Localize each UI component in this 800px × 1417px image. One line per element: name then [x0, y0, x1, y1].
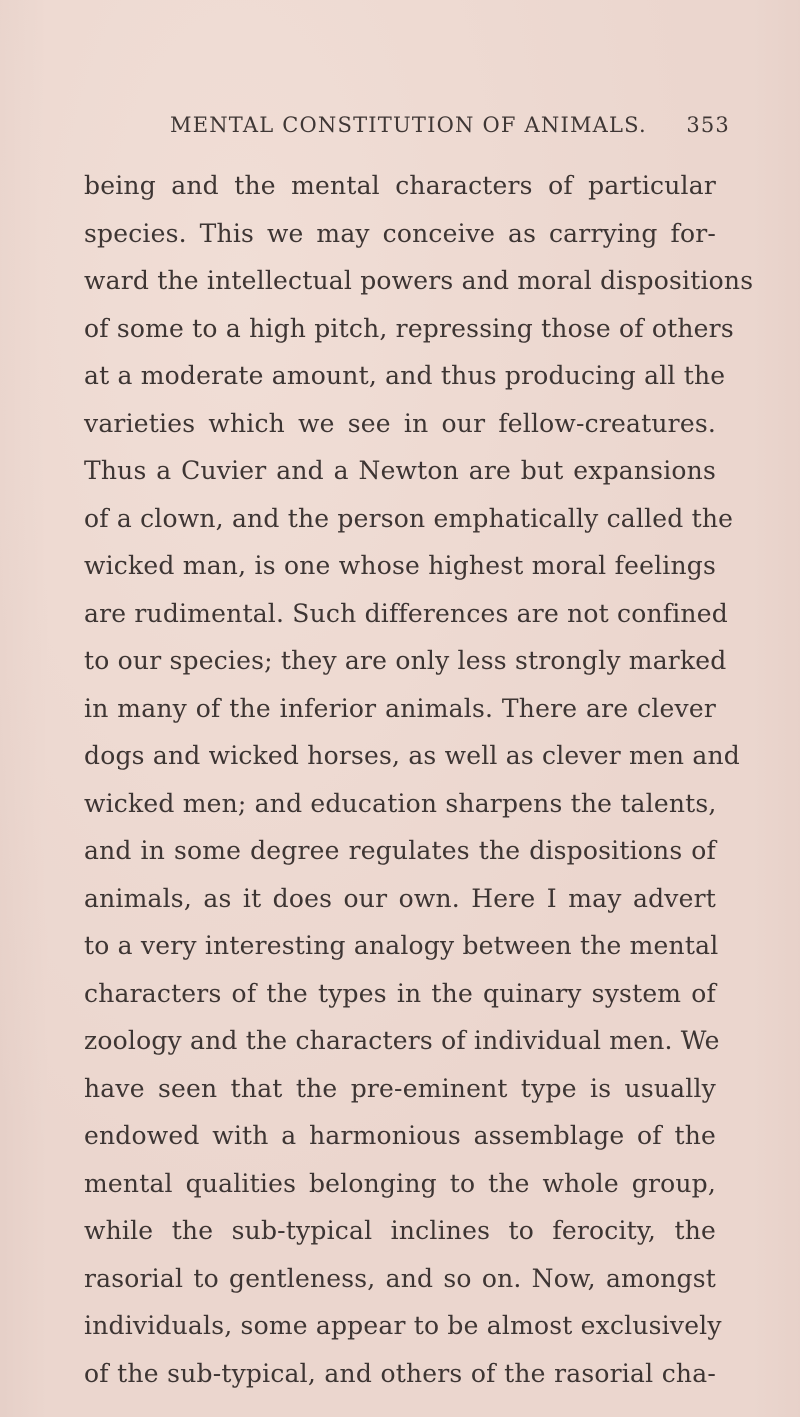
text-line: species. This we may conceive as carrying for-: [84, 218, 716, 248]
text-line: while the sub-typical inclines to ferocity, the: [84, 1216, 716, 1245]
running-header: [170, 113, 730, 153]
text-line: of the sub-typical, and others of the rasorial cha-: [84, 1358, 716, 1388]
text-line: dogs and wicked horses, as well as clever men and: [84, 741, 740, 770]
text-line: and in some degree regulates the dispositions of: [84, 836, 716, 865]
text-line: to a very interesting analogy between the mental: [84, 931, 719, 960]
text-line: varieties which we see in our fellow-creatures.: [84, 408, 716, 438]
body-text: [84, 162, 754, 1397]
text-line: individuals, some appear to be almost exclusively: [84, 1311, 722, 1340]
text-line: endowed with a harmonious assemblage of the: [84, 1121, 716, 1150]
text-line: of a clown, and the person emphatically called the: [84, 503, 734, 533]
text-line: rasorial to gentleness, and so on. Now, amongst: [84, 1263, 716, 1293]
text-line: characters of the types in the quinary system of: [84, 978, 716, 1008]
text-line: of some to a high pitch, repressing those of others: [84, 313, 734, 343]
text-line: wicked men; and education sharpens the talents,: [84, 788, 717, 818]
text-line: are rudimental. Such differences are not confined: [84, 598, 728, 628]
page-number: 353: [686, 113, 730, 137]
running-head-title: MENTAL CONSTITUTION OF ANIMALS.: [170, 113, 647, 137]
text-line: zoology and the characters of individual men. We: [84, 1026, 720, 1055]
text-line: in many of the inferior animals. There are clever: [84, 693, 716, 723]
text-line: at a moderate amount, and thus producing all the: [84, 361, 726, 390]
text-line: Thus a Cuvier and a Newton are but expansions: [84, 456, 716, 485]
text-line: to our species; they are only less strongly marked: [84, 646, 727, 675]
text-line: animals, as it does our own. Here I may advert: [84, 883, 716, 913]
text-line: wicked man, is one whose highest moral feelings: [84, 551, 716, 580]
text-line: ward the intellectual powers and moral dispositions: [84, 266, 754, 295]
text-line: mental qualities belonging to the whole group,: [84, 1168, 716, 1198]
text-line: being and the mental characters of particular: [84, 171, 716, 200]
text-line: have seen that the pre-eminent type is usually: [84, 1073, 716, 1103]
